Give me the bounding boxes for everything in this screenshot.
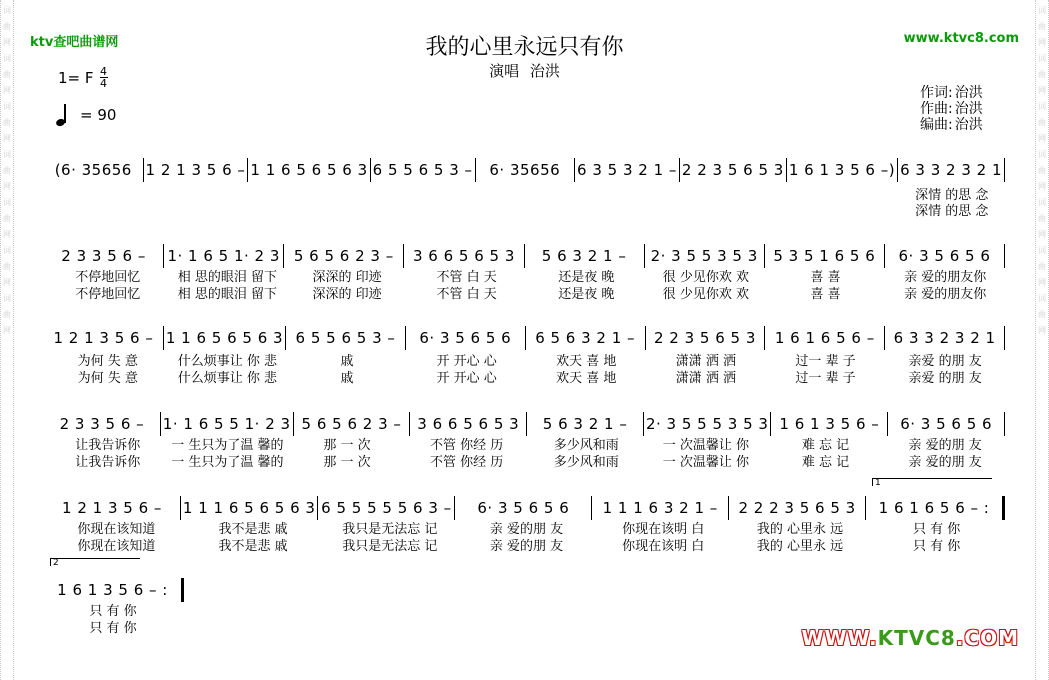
measure: 1 6 1 6 5 6 – [774, 329, 875, 347]
lyric: 深情 的思 念 [915, 188, 989, 203]
watermark-char: 网 [3, 182, 11, 191]
measure: 2 3 3 5 6 – [59, 415, 145, 433]
measure: 2· 3 5 5 3 5 3 [650, 247, 758, 265]
watermark-char: 曲 [3, 214, 11, 223]
performer-label: 演唱 [489, 62, 520, 80]
watermark-char: 曲 [1038, 310, 1046, 319]
measure: 6 5 6 3 2 1 – [535, 329, 636, 347]
lyric: 不管 白 天 [436, 270, 497, 285]
time-signature [100, 66, 108, 89]
lyric: 很 少见你欢 欢 [662, 287, 750, 302]
lyric: 你现在该明 白 [622, 539, 705, 554]
measure: 2 3 3 5 6 – [61, 247, 146, 265]
lyric: 喜 喜 [810, 270, 841, 285]
lyric: 我不是悲 戚 [218, 539, 288, 554]
lyric: 不停地回忆 [75, 270, 141, 285]
lyric: 只 有 你 [913, 522, 961, 537]
tempo-marking [56, 104, 116, 126]
measure: 1 2 1 3 5 6 – [62, 499, 162, 517]
measure: 1 6 1 3 5 6 – [779, 415, 880, 433]
measure: 1 6 1 6 5 6 – : [878, 499, 990, 517]
volta-second: 2 [50, 558, 140, 566]
lyric: 那 一 次 [323, 438, 371, 453]
measure: 3 6 6 5 6 5 3 [412, 247, 515, 265]
lyric: 你现在该知道 [77, 539, 156, 554]
logo-right: .COM [955, 626, 1019, 650]
site-name-left: ktv查吧曲谱网 [30, 35, 119, 50]
lyric: 只 有 你 [89, 604, 137, 619]
measure: 1 1 6 5 6 5 6 3 [250, 161, 368, 179]
watermark-char: 网 [1038, 230, 1046, 239]
site-url-right[interactable]: www.ktvc8.com [903, 31, 1019, 46]
lyric: 亲 爱的朋 友 [489, 539, 564, 554]
watermark-char: 网 [3, 38, 11, 47]
lyric: 还是夜 晚 [558, 270, 615, 285]
lyric: 亲爱 的朋 友 [908, 354, 982, 369]
lyric: 亲 爱的朋友你 [904, 287, 987, 302]
watermark-char: 曲 [1038, 118, 1046, 127]
watermark-char: 词 [3, 294, 11, 303]
lyric: 为何 失 意 [77, 371, 138, 386]
lyric: 深情 的思 念 [915, 204, 989, 219]
lyric: 过一 辈 子 [795, 354, 856, 369]
measure: 6 3 5 3 2 1 – [577, 161, 677, 179]
lyric: 让我告诉你 [75, 438, 141, 453]
watermark-char: 词 [3, 102, 11, 111]
lyric: 亲 爱的朋友你 [904, 270, 987, 285]
time-top: 4 [100, 65, 108, 78]
lyric: 什么烦事让 你 悲 [177, 354, 278, 369]
quarter-note-icon [56, 104, 68, 126]
watermark-char: 网 [3, 326, 11, 335]
watermark-char: 网 [3, 134, 11, 143]
measure: 6 5 5 5 5 5 6 3 – [321, 499, 452, 517]
lyric: 不停地回忆 [75, 287, 141, 302]
lyric: 还是夜 晚 [558, 287, 615, 302]
lyric: 很 少见你欢 欢 [662, 270, 750, 285]
lyric: 亲 爱的朋 友 [908, 438, 982, 453]
lyric: 开 开心 心 [436, 354, 497, 369]
lyric: 不管 白 天 [436, 287, 497, 302]
watermark-char: 曲 [1038, 22, 1046, 31]
lyric: 我只是无法忘 记 [342, 539, 438, 554]
watermark-char: 曲 [3, 310, 11, 319]
lyric: 深深的 印迹 [312, 270, 382, 285]
lyric: 相 思的眼泪 留下 [177, 287, 278, 302]
watermark-char: 曲 [3, 22, 11, 31]
lyric: 我的 心里永 远 [756, 522, 844, 537]
notation-row-4 [44, 406, 1005, 436]
lyric: 一 次温馨让 你 [662, 455, 750, 470]
lyric: 潇潇 洒 洒 [675, 371, 737, 386]
watermark-char: 词 [3, 150, 11, 159]
lyric-row-2b [48, 283, 1005, 302]
watermark-char: 网 [1038, 134, 1046, 143]
lyric: 只 有 你 [913, 539, 961, 554]
right-watermark-strip [1035, 0, 1049, 680]
watermark-char: 曲 [1038, 70, 1046, 79]
watermark-char: 网 [3, 86, 11, 95]
measure: 6· 35656 [489, 161, 561, 179]
measure: 1 6 1 3 5 6 – : [57, 581, 168, 599]
lyric: 只 有 你 [89, 621, 137, 636]
watermark-char: 词 [3, 6, 11, 15]
lyric: 亲 爱的朋 友 [908, 455, 982, 470]
key-signature [58, 66, 108, 89]
watermark-char: 词 [1038, 294, 1046, 303]
lyric-row-3b [48, 367, 1005, 386]
lyric: 不管 你经 历 [430, 438, 504, 453]
key-label: 1= F [58, 68, 94, 87]
lyric: 亲 爱的朋 友 [489, 522, 564, 537]
time-bottom: 4 [100, 77, 108, 90]
measure: 6 5 5 6 5 3 – [295, 329, 396, 347]
watermark-char: 词 [1038, 246, 1046, 255]
measure: 5 6 5 6 2 3 – [301, 415, 402, 433]
watermark-char: 曲 [3, 70, 11, 79]
lyric: 一 生只为了温 馨的 [171, 438, 284, 453]
measure: 5 6 3 2 1 – [541, 247, 627, 265]
lyric: 欢天 喜 地 [556, 371, 617, 386]
measure: 1· 1 6 5 1· 2 3 [167, 247, 280, 265]
measure: 1 1 1 6 3 2 1 – [602, 499, 718, 517]
measure: 6 5 5 6 5 3 – [372, 161, 473, 179]
notation-row-3 [44, 320, 1005, 350]
watermark-char: 曲 [1038, 166, 1046, 175]
watermark-char: 曲 [3, 262, 11, 271]
measure: 5 6 3 2 1 – [542, 415, 628, 433]
watermark-char: 网 [1038, 182, 1046, 191]
measure: 1 6 1 3 5 6 –) [788, 161, 896, 179]
lyric: 深深的 印迹 [312, 287, 382, 302]
measure: 6· 3 5 6 5 6 [419, 329, 512, 347]
credit-lyrics: 作词: 治洪 [920, 85, 983, 101]
watermark-char: 曲 [1038, 214, 1046, 223]
measure: 6 3 3 2 3 2 1 [900, 161, 1002, 179]
watermark-char: 网 [3, 230, 11, 239]
lyric: 戚 [340, 354, 354, 369]
lyric: 什么烦事让 你 悲 [177, 371, 278, 386]
lyric-row-5b [48, 535, 1005, 554]
left-watermark-strip [0, 0, 14, 680]
measure: 2· 3 5 5 5 3 5 3 [645, 415, 769, 433]
notation-row-6 [44, 572, 184, 602]
measure: 2 2 2 3 5 6 5 3 [738, 499, 856, 517]
lyric: 戚 [340, 371, 354, 386]
lyric-row-6b [48, 617, 178, 636]
watermark-char: 网 [1038, 326, 1046, 335]
watermark-char: 词 [3, 54, 11, 63]
notation-row-5 [44, 490, 1005, 520]
performer-name: 治洪 [529, 62, 560, 80]
lyric: 为何 失 意 [77, 354, 138, 369]
credit-music: 作曲: 治洪 [920, 101, 983, 117]
lyric: 过一 辈 子 [795, 371, 856, 386]
measure: 1 1 1 6 5 6 5 6 3 [182, 499, 316, 517]
lyric: 开 开心 心 [436, 371, 497, 386]
watermark-char: 词 [3, 198, 11, 207]
watermark-char: 词 [1038, 54, 1046, 63]
measure: 1 2 1 3 5 6 – [53, 329, 154, 347]
lyric-row-1b [48, 200, 1005, 219]
lyric: 你现在该知道 [77, 522, 156, 537]
watermark-char: 曲 [3, 118, 11, 127]
lyric: 潇潇 洒 洒 [675, 354, 737, 369]
song-title: 我的心里永远只有你 [425, 35, 624, 60]
lyric: 欢天 喜 地 [556, 354, 617, 369]
lyric: 多少风和雨 [553, 438, 619, 453]
lyric-row-4b [48, 451, 1005, 470]
logo-left: WWW. [801, 626, 878, 650]
watermark-char: 网 [1038, 278, 1046, 287]
lyric: 一 生只为了温 馨的 [171, 455, 284, 470]
lyric: 你现在该明 白 [622, 522, 705, 537]
watermark-char: 词 [3, 246, 11, 255]
logo-mid: KTVC8 [877, 626, 956, 650]
lyric: 我的 心里永 远 [756, 539, 844, 554]
measure: 1· 1 6 5 5 1· 2 3 [162, 415, 291, 433]
credits [920, 85, 985, 133]
tempo-value: = 90 [80, 106, 117, 124]
performer-line [0, 60, 1049, 81]
lyric: 我只是无法忘 记 [342, 522, 438, 537]
measure: 2 2 3 5 6 5 3 [654, 329, 756, 347]
lyric: 一 次温馨让 你 [662, 438, 750, 453]
measure: 5 6 5 6 2 3 – [293, 247, 394, 265]
watermark-char: 网 [1038, 86, 1046, 95]
watermark-char: 网 [3, 278, 11, 287]
lyric: 难 忘 记 [801, 438, 850, 453]
lyric: 多少风和雨 [553, 455, 619, 470]
measure: 1 1 6 5 6 5 6 3 [165, 329, 284, 347]
lyric: 相 思的眼泪 留下 [177, 270, 278, 285]
notation-row-2 [44, 238, 1005, 268]
lyric: 不管 你经 历 [430, 455, 504, 470]
measure: 1 2 1 3 5 6 – [145, 161, 246, 179]
measure: 3 6 6 5 6 5 3 [417, 415, 520, 433]
volta-first: 1 [872, 478, 992, 486]
watermark-char: 网 [1038, 38, 1046, 47]
measure: 5 3 5 1 6 5 6 [773, 247, 876, 265]
measure: (6· 35656 [54, 161, 132, 179]
notation-row-1 [44, 152, 1005, 182]
watermark-char: 曲 [1038, 262, 1046, 271]
credit-arrangement: 编曲: 治洪 [920, 117, 983, 133]
lyric: 我不是悲 戚 [218, 522, 288, 537]
lyric: 喜 喜 [810, 287, 841, 302]
measure: 6· 3 5 6 5 6 [900, 415, 993, 433]
watermark-char: 词 [1038, 102, 1046, 111]
measure: 6· 3 5 6 5 6 [477, 499, 570, 517]
watermark-char: 词 [1038, 150, 1046, 159]
measure: 6· 3 5 6 5 6 [898, 247, 991, 265]
watermark-char: 词 [1038, 198, 1046, 207]
watermark-char: 词 [1038, 6, 1046, 15]
lyric: 让我告诉你 [75, 455, 141, 470]
measure: 6 3 3 2 3 2 1 [893, 329, 996, 347]
lyric: 那 一 次 [323, 455, 371, 470]
watermark-char: 曲 [3, 166, 11, 175]
site-logo [801, 626, 1019, 650]
measure: 2 2 3 5 6 5 3 [681, 161, 784, 179]
lyric: 亲爱 的朋 友 [908, 371, 982, 386]
lyric: 难 忘 记 [801, 455, 850, 470]
